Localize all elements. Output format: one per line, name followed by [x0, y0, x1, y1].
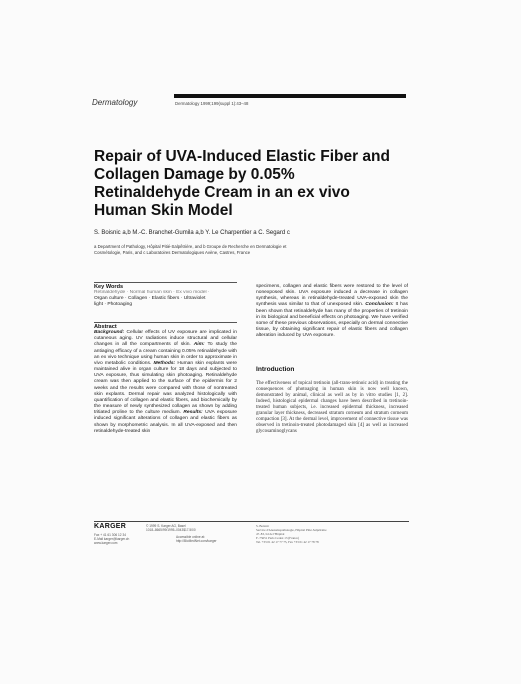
title-line: Retinaldehyde Cream in an ex vivo [94, 184, 350, 201]
contact-line: www.karger.com [94, 541, 118, 545]
copyright-line: 1018–8665/99/1995–0043$17.50/0 [146, 528, 196, 532]
contact-line: Fax + 41 61 306 12 34 [94, 533, 126, 537]
footer-rule [94, 521, 409, 522]
introduction-text: The effectiveness of topical tretinoin (all-trans-retinoic acid) in treating the consequences of photoaging in human skin is now well known, demonstrated by animal, clinical as well as by in vitro studies [1, 2]. Indeed, histological epidermal changes have been described in tretinoin-treated human subjects, i.e. increased epidermal thickness, increased granular layer thickness, decreased stratum corneum and stratum corneum compaction [3]. At the dermal level, improvement of connective tissue was observed in tretinoin-treated photodamaged skin [4] as well as increased glycosaminoglycans [256, 381, 408, 435]
abstract-continued [256, 284, 408, 339]
title-line: Repair of UVA-Induced Elastic Fiber and [94, 148, 390, 165]
correspondence-line: 47–83, bd de l'Hôpital [256, 532, 285, 536]
title-line: Human Skin Model [94, 202, 233, 219]
abstract-continued-a: specimens, collagen and elastic fibers were restored to the level of nonexposed skin. UVA exposure induced a decrease in collagen synthesis, whereas in retinaldehyde-treated UVA-exposed skin the synthesis was similar to that of unexposed skin. [256, 284, 408, 308]
results-text: UVA exposure induced significant alterations of collagen and elastic fibers as shown by morphometric analysis. In all UVA-exposed and then retinaldehyde-treated skin [94, 410, 237, 434]
copyright-line: © 1999 S. Karger AG, Basel [146, 524, 186, 528]
aim-label: Aim: [193, 342, 205, 348]
keyword-line: Organ culture · Collagen · Elastic fibers · Ultraviolet [94, 296, 206, 302]
keyword-line: Retinaldehyde · Normal human skin · Ex vivo model · [94, 290, 210, 296]
keywords-heading: Key Words [94, 284, 124, 290]
journal-name: Dermatology [92, 98, 138, 107]
correspondence [256, 524, 327, 544]
correspondence-line: F–75651 Paris Cedex 13 (France) [256, 536, 300, 540]
abstract-rule [94, 322, 237, 323]
abstract-block [94, 324, 237, 435]
abstract-heading: Abstract [94, 324, 117, 330]
citation: Dermatology 1999;199(suppl 1):43–48 [175, 101, 249, 106]
abstract-text [94, 330, 237, 435]
background-label: Background: [94, 330, 125, 336]
affiliation-line: a Department of Pathology, Hôpital Pitié-Salpêtrière, and b Groupe de Recherche en Dermatologie et [94, 244, 287, 249]
correspondence-line: S. Boisnic [256, 524, 270, 528]
keywords-block [94, 284, 237, 308]
abstract-continued-b: It has been shown that retinaldehyde has many of the properties of tretinoin in its biological and beneficial effects on photoaging. We have verified some of these previous observations, especially on dermal connective tissue, by obtaining significant repair of elastic fibers and collagen alteration induced by UVA exposure. [256, 302, 409, 339]
access-line: http://BioMedNet.com/karger [176, 539, 217, 543]
online-access [176, 535, 217, 543]
correspondence-line: Service d'Anatomopathologie, Hôpital Pitié-Salpêtrière [256, 528, 327, 532]
keywords-rule [94, 282, 237, 283]
aim-text: To study the antiaging efficacy of a cream containing 0.05% retinaldehyde with an ex vivo technique using human skin in order to approximate in vivo metabolic conditions. [94, 342, 238, 366]
contact-line: E-Mail karger@karger.ch [94, 537, 130, 541]
keyword-line: light · Photoaging [94, 302, 133, 308]
title-line: Collagen Damage by 0.05% [94, 166, 295, 183]
header-rule [174, 94, 406, 98]
correspondence-line: Tel. +33 01 42 17 77 75, Fax +33 01 42 17 78 78 [256, 540, 319, 544]
affiliation-line: Cosmétologie, Paris, and c Laboratoires Dermatologiques Avène, Castres, France [94, 249, 251, 255]
article-title [94, 148, 394, 220]
introduction-heading: Introduction [256, 366, 295, 373]
results-label: Results: [183, 410, 203, 416]
publisher-contact [94, 533, 129, 545]
methods-label: Methods: [153, 360, 176, 366]
background-text: Cellular effects of UV exposure are implicated in cutaneous aging. UV radiations induce structural and cellular changes in all the compartments of skin. [94, 330, 238, 348]
affiliations [94, 244, 394, 255]
author-list: S. Boisnic a,b M.-C. Branchet-Gumila a,b Y. Le Charpentier a C. Segard c [94, 230, 290, 236]
copyright-info [146, 524, 196, 532]
publisher-logo: KARGER [94, 523, 127, 530]
access-line: Accessible online at: [176, 535, 206, 539]
methods-text: Human skin explants were maintained alive in organ culture for 18 days and subjected to UVA exposure, thus simulating skin photoaging. Retinaldehyde cream was then applied to the surface of the epidermis for 2 weeks and the results were compared with those of nontreated skin explants. Dermal repair was analyzed histologically with quantification of collagen and elastic fibers, and biochemically by the measure of newly synthesized collagen as shown by adding tritiated proline to the culture medium. [94, 360, 238, 416]
abstract-continued-text [256, 284, 408, 339]
conclusion-label: Conclusion: [365, 302, 394, 308]
